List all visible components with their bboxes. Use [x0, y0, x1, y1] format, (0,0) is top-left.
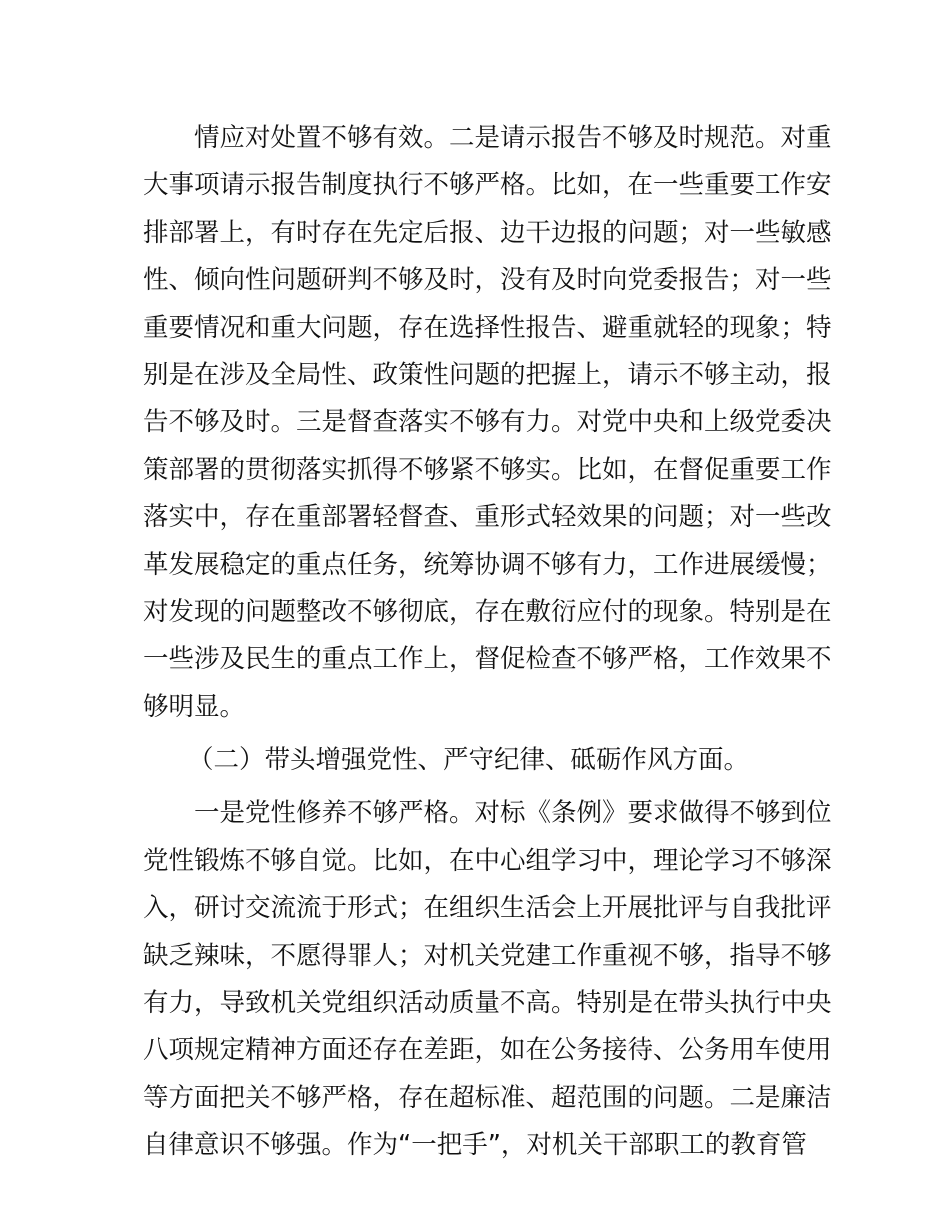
section-heading: （二）带头增强党性、严守纪律、砥砺作风方面。 — [188, 745, 750, 776]
text-line: 情应对处置不够有效。二是请示报告不够及时规范。对重 — [194, 123, 832, 153]
text-line: 党性锻炼不够自觉。比如，在中心组学习中，理论学习不够深 — [143, 845, 832, 876]
text-line: 革发展稳定的重点任务，统筹协调不够有力，工作进展缓慢； — [143, 549, 832, 580]
text-line: 等方面把关不够严格，存在超标准、超范围的问题。二是廉洁 — [143, 1082, 832, 1113]
document-body — [143, 115, 832, 1170]
text-line: 重要情况和重大问题，存在选择性报告、避重就轻的现象；特 — [143, 312, 832, 343]
text-line: 自律意识不够强。作为“一把手”，对机关干部职工的教育管 — [143, 1130, 807, 1161]
text-line: 够明显。 — [143, 691, 246, 722]
text-line: 策部署的贯彻落实抓得不够紧不够实。比如，在督促重要工作 — [143, 454, 832, 485]
text-line: 缺乏辣味，不愿得罪人；对机关党建工作重视不够，指导不够 — [143, 940, 832, 971]
text-line: 告不够及时。三是督查落实不够有力。对党中央和上级党委决 — [143, 407, 832, 438]
text-line: 一是党性修养不够严格。对标《条例》要求做得不够到位 — [194, 798, 832, 829]
text-line: 排部署上，有时存在先定后报、边干边报的问题；对一些敏感 — [143, 217, 832, 248]
text-line: 性、倾向性问题研判不够及时，没有及时向党委报告；对一些 — [143, 265, 832, 296]
text-line: 落实中，存在重部署轻督查、重形式轻效果的问题；对一些改 — [143, 502, 832, 533]
text-line: 入，研讨交流流于形式；在组织生活会上开展批评与自我批评 — [143, 893, 832, 924]
text-line: 别是在涉及全局性、政策性问题的把握上，请示不够主动，报 — [143, 359, 832, 390]
text-line: 一些涉及民生的重点工作上，督促检查不够严格，工作效果不 — [143, 644, 832, 675]
text-line: 对发现的问题整改不够彻底，存在敷衍应付的现象。特别是在 — [143, 596, 832, 627]
text-line: 有力，导致机关党组织活动质量不高。特别是在带头执行中央 — [143, 988, 832, 1019]
text-line: 大事项请示报告制度执行不够严格。比如，在一些重要工作安 — [143, 170, 832, 201]
text-line: 八项规定精神方面还存在差距，如在公务接待、公务用车使用 — [143, 1035, 832, 1066]
